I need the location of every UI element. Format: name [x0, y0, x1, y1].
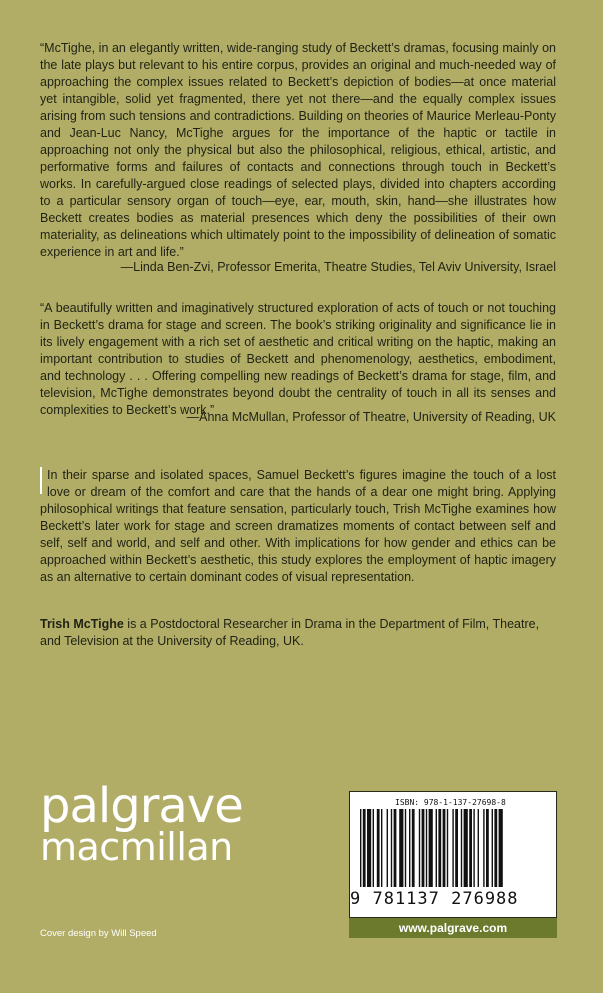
- review-attribution-mcmullan: —Anna McMullan, Professor of Theatre, University of Reading, UK: [186, 410, 556, 424]
- cover-design-credit: Cover design by Will Speed: [40, 928, 157, 939]
- publisher-logo-line1: palgrave: [40, 778, 243, 834]
- review-quote-ben-zvi: “McTighe, in an elegantly written, wide-ranging study of Beckett’s dramas, focusing mainly on the late plays but relevant to his entire corpus, provides an original and much-needed way of approaching the complex issues related to Beckett’s depiction of bodies—at once material yet intangible, solid yet fragmented, there yet not there—and the equally complex issues arising from such tensions and contradictions. Building on theories of Maurice Merleau-Ponty and Jean-Luc Nancy, McTighe argues for the importance of the haptic or tactile in approaching not only the physical but also the philosophical, religious, ethical, artistic, and performative forms and failures of contacts and connections through touch in Beckett’s works. In carefully-argued close readings of selected plays, divided into chapters according to a particular sensory organ of touch—eye, ear, mouth, skin, hand—she illustrates how Beckett creates bodies as material presences which deny the possibilities of their own materiality, as delineations which ultimately point to the impossibility of delineation of somatic experience in art and life.”: [40, 41, 556, 259]
- barcode-bars: [358, 809, 548, 887]
- isbn-barcode: [349, 791, 557, 918]
- author-bio-text: is a Postdoctoral Researcher in Drama in the Department of Film, Theatre, and Television at the University of Reading, UK.: [40, 617, 540, 648]
- isbn-label: ISBN: 978-1-137-27698-8: [395, 798, 506, 807]
- publisher-logo: [40, 778, 243, 869]
- review-attribution-ben-zvi: —Linda Ben-Zvi, Professor Emerita, Theatre Studies, Tel Aviv University, Israel: [120, 260, 556, 274]
- book-description-text: In their sparse and isolated spaces, Samuel Beckett’s figures imagine the touch of a lost love or dream of the comfort and care that the hands of a dear one might bring. Applying philosophical writings that feature sensation, particularly touch, Trish McTighe examines how Beckett’s later work for stage and screen dramatizes moments of contact between self and self, self and world, and self and other. With implications for how gender and ethics can be approached within Beckett’s aesthetic, this study explores the employment of haptic imagery as an alternative to certain dominant codes of visual representation.: [40, 468, 556, 584]
- publisher-logo-line2: macmillan: [40, 825, 233, 869]
- barcode-digits: 9 781137 276988: [350, 889, 519, 909]
- author-bio: [40, 616, 556, 650]
- book-description: [40, 467, 556, 586]
- publisher-url: www.palgrave.com: [349, 918, 557, 938]
- drop-cap-marker: [40, 467, 42, 494]
- author-name: Trish McTighe: [40, 617, 124, 631]
- review-quote-mcmullan: “A beautifully written and imaginatively structured exploration of acts of touch or not touching in Beckett’s drama for stage and screen. The book’s striking originality and significance lie in its lively engagement with a rich set of aesthetic and critical writing on the haptic, making an important contribution to studies of Beckett and phenomenology, aesthetics, embodiment, and technology . . . Offering compelling new readings of Beckett’s drama for stage, film, and television, McTighe demonstrates beyond doubt the centrality of touch in all its senses and complexities to Beckett’s work.”: [40, 301, 556, 417]
